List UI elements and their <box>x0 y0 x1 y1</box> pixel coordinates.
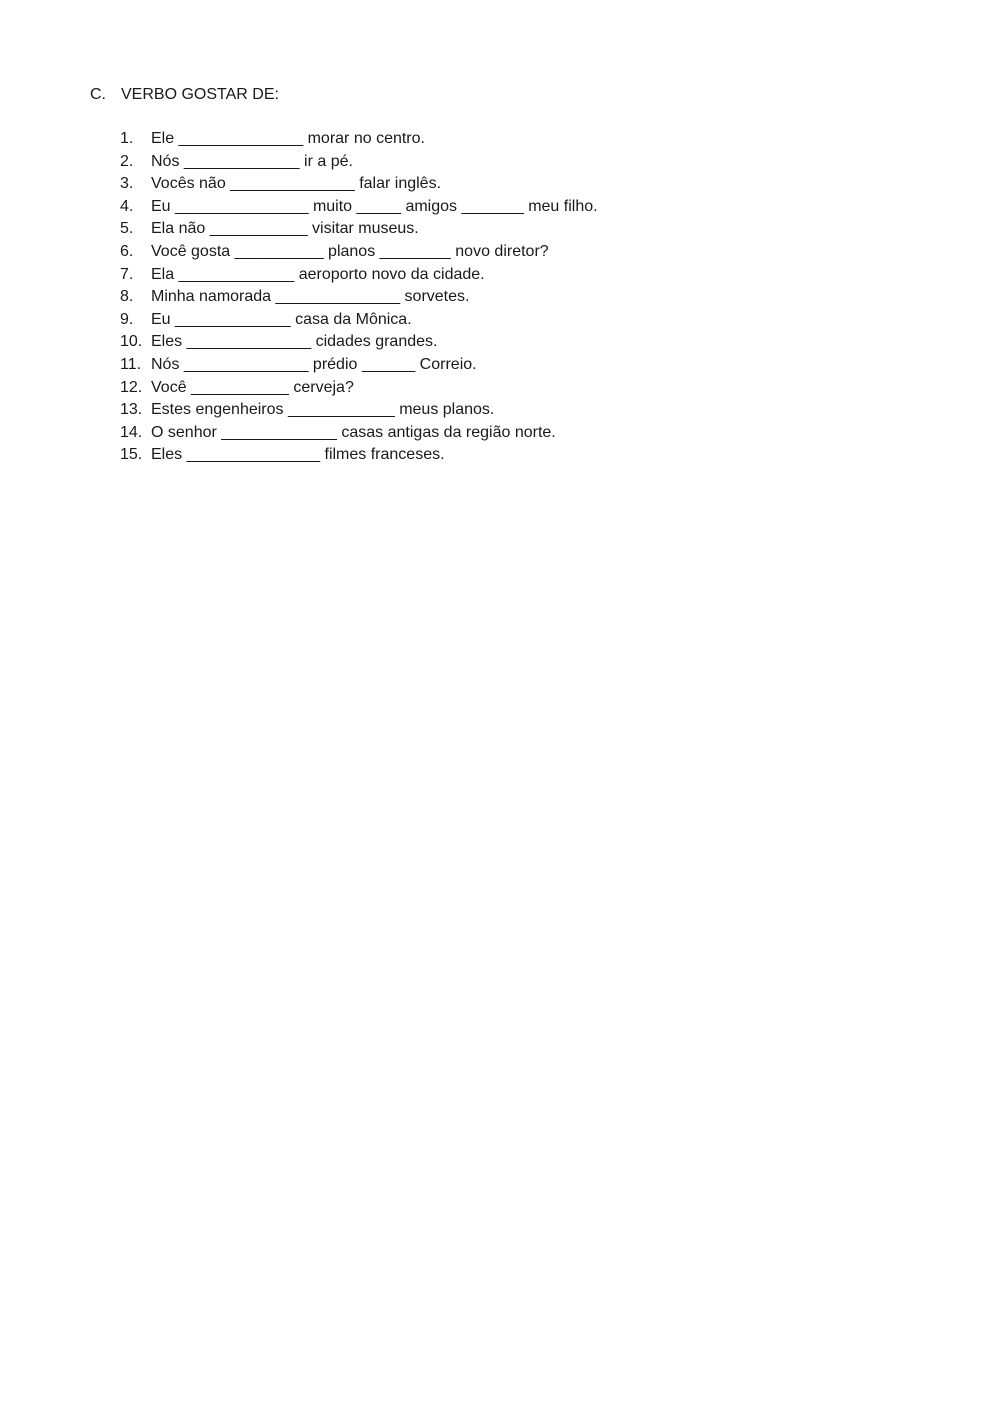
exercise-item <box>120 264 598 287</box>
exercise-item <box>120 309 598 332</box>
item-number: 14. <box>120 423 143 441</box>
exercise-item <box>120 173 598 196</box>
item-text: Ela _____________ aeroporto novo da cidade. <box>151 265 485 283</box>
item-number: 3. <box>120 175 134 193</box>
item-number: 2. <box>120 152 134 170</box>
exercise-item <box>120 218 598 241</box>
section-letter: C. <box>90 86 106 103</box>
item-text: Minha namorada ______________ sorvetes. <box>151 288 470 306</box>
item-number: 15. <box>120 446 143 464</box>
exercise-item <box>120 377 598 400</box>
item-text: Estes engenheiros ____________ meus planos. <box>151 401 495 419</box>
exercise-item <box>120 444 598 467</box>
item-text: Eu _______________ muito _____ amigos _______ meu filho. <box>151 197 598 215</box>
item-number: 1. <box>120 130 134 147</box>
exercise-item <box>120 286 598 309</box>
item-text: Nós _____________ ir a pé. <box>151 152 353 170</box>
item-text: O senhor _____________ casas antigas da região norte. <box>151 423 556 441</box>
item-number: 13. <box>120 401 143 419</box>
item-number: 12. <box>120 378 143 396</box>
exercise-item <box>120 196 598 219</box>
exercise-list <box>120 128 598 467</box>
section-heading <box>90 84 279 106</box>
exercise-item <box>120 241 598 264</box>
item-number: 7. <box>120 265 134 283</box>
item-text: Eles _______________ filmes franceses. <box>151 446 445 464</box>
item-text: Você gosta __________ planos ________ novo diretor? <box>151 242 549 260</box>
item-number: 5. <box>120 220 134 238</box>
item-text: Eu _____________ casa da Mônica. <box>151 310 412 328</box>
item-text: Nós ______________ prédio ______ Correio. <box>151 355 477 373</box>
item-text: Vocês não ______________ falar inglês. <box>151 175 442 193</box>
item-number: 4. <box>120 197 134 215</box>
item-number: 8. <box>120 288 134 306</box>
section-title: VERBO GOSTAR DE: <box>121 86 279 103</box>
item-number: 11. <box>120 355 142 373</box>
exercise-item <box>120 151 598 174</box>
item-number: 10. <box>120 333 143 351</box>
exercise-item <box>120 422 598 445</box>
item-text: Ela não ___________ visitar museus. <box>151 220 419 238</box>
item-number: 9. <box>120 310 134 328</box>
exercise-item <box>120 128 598 151</box>
exercise-item <box>120 331 598 354</box>
item-text: Ele ______________ morar no centro. <box>151 130 425 147</box>
exercise-item <box>120 399 598 422</box>
item-text: Eles ______________ cidades grandes. <box>151 333 438 351</box>
exercise-item <box>120 354 598 377</box>
item-number: 6. <box>120 242 134 260</box>
item-text: Você ___________ cerveja? <box>151 378 354 396</box>
